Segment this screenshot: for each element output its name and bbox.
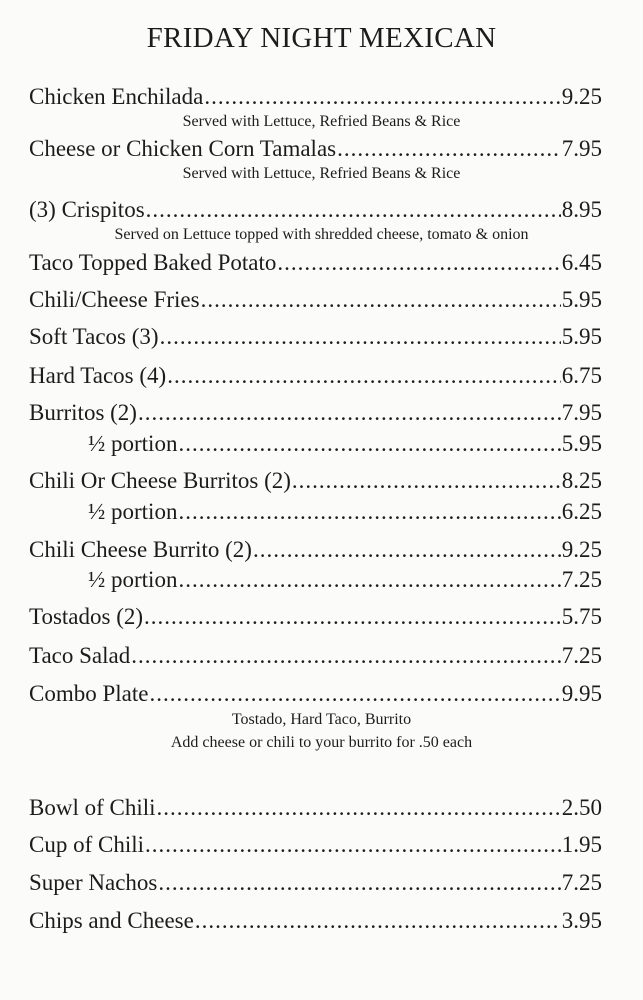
item-name: Super Nachos <box>29 870 158 895</box>
item-name: Tostados (2) <box>29 604 144 629</box>
item-price: 3.95 <box>561 908 602 933</box>
menu-item-crispitos <box>29 196 602 224</box>
item-price: 7.95 <box>561 136 602 161</box>
dot-leader <box>145 831 561 859</box>
dot-leader <box>149 680 560 708</box>
item-price: 9.95 <box>561 681 602 706</box>
item-name: ½ portion <box>88 431 178 456</box>
dot-leader <box>201 286 561 314</box>
item-price: 7.25 <box>561 567 602 592</box>
menu-item-hard-tacos <box>29 362 602 390</box>
item-name: Taco Topped Baked Potato <box>29 250 277 275</box>
dot-leader <box>337 135 561 163</box>
menu-item-chicken-enchilada <box>29 83 602 111</box>
menu-item-corn-tamalas <box>29 135 602 163</box>
menu-item-cup-of-chili <box>29 831 602 859</box>
item-price: 8.25 <box>561 468 602 493</box>
item-price: 8.95 <box>561 197 602 222</box>
dot-leader <box>138 399 561 427</box>
dot-leader <box>195 907 561 935</box>
menu-item-burritos <box>29 399 602 427</box>
dot-leader <box>146 196 561 224</box>
item-price: 7.95 <box>561 400 602 425</box>
item-price: 6.25 <box>561 499 602 524</box>
dot-leader <box>178 498 560 526</box>
menu-item-tostados <box>29 603 602 631</box>
menu-title: FRIDAY NIGHT MEXICAN <box>146 22 497 54</box>
item-name: Cup of Chili <box>29 832 145 857</box>
dot-leader <box>204 83 560 111</box>
dot-leader <box>277 249 560 277</box>
menu-item-chili-cheese-fries <box>29 286 602 314</box>
item-note: Served on Lettuce topped with shredded cheese, tomato & onion <box>114 226 529 243</box>
menu-item-chili-or-cheese-half-portion <box>88 498 602 526</box>
item-name: ½ portion <box>88 499 178 524</box>
item-price: 6.75 <box>561 363 602 388</box>
item-price: 7.25 <box>561 870 602 895</box>
item-name: Chili Or Cheese Burritos (2) <box>29 468 291 493</box>
item-note: Tostado, Hard Taco, Burrito <box>231 711 412 728</box>
item-name: Chicken Enchilada <box>29 84 204 109</box>
dot-leader <box>158 869 560 897</box>
item-name: Combo Plate <box>29 681 149 706</box>
menu-item-bowl-of-chili <box>29 794 602 822</box>
dot-leader <box>178 566 560 594</box>
menu-item-burritos-half-portion <box>88 430 602 458</box>
item-name: Soft Tacos (3) <box>29 324 159 349</box>
item-price: 2.50 <box>561 795 602 820</box>
dot-leader <box>144 603 561 631</box>
item-price: 9.25 <box>561 537 602 562</box>
menu-item-chili-cheese-burrito-half-portion <box>88 566 602 594</box>
item-name: Cheese or Chicken Corn Tamalas <box>29 136 337 161</box>
dot-leader <box>178 430 560 458</box>
menu-item-soft-tacos <box>29 323 602 351</box>
item-price: 1.95 <box>561 832 602 857</box>
dot-leader <box>131 642 561 670</box>
item-price: 5.95 <box>561 324 602 349</box>
item-name: Chips and Cheese <box>29 908 194 933</box>
item-name: Taco Salad <box>29 643 131 668</box>
item-price: 7.25 <box>561 643 602 668</box>
item-name: ½ portion <box>88 567 178 592</box>
item-price: 5.95 <box>561 431 602 456</box>
dot-leader <box>167 362 561 390</box>
item-note: Served with Lettuce, Refried Beans & Rice <box>182 165 461 182</box>
item-name: Burritos (2) <box>29 400 137 425</box>
item-price: 5.75 <box>561 604 602 629</box>
dot-leader <box>160 323 561 351</box>
item-name: Hard Tacos (4) <box>29 363 167 388</box>
menu-item-taco-salad <box>29 642 602 670</box>
item-name: Chili/Cheese Fries <box>29 287 200 312</box>
menu-item-chips-and-cheese <box>29 907 602 935</box>
menu-item-chili-cheese-burrito <box>29 536 602 564</box>
dot-leader <box>157 794 561 822</box>
item-name: Chili Cheese Burrito (2) <box>29 537 252 562</box>
item-name: Bowl of Chili <box>29 795 156 820</box>
dot-leader <box>253 536 561 564</box>
menu-item-taco-topped-baked-potato <box>29 249 602 277</box>
menu-item-combo-plate <box>29 680 602 708</box>
menu-item-super-nachos <box>29 869 602 897</box>
item-name: (3) Crispitos <box>29 197 145 222</box>
item-price: 6.45 <box>561 250 602 275</box>
item-note-addon: Add cheese or chili to your burrito for .50 each <box>170 734 473 751</box>
menu-item-chili-or-cheese-burritos <box>29 467 602 495</box>
item-price: 9.25 <box>561 84 602 109</box>
item-price: 5.95 <box>561 287 602 312</box>
item-note: Served with Lettuce, Refried Beans & Rice <box>182 113 461 130</box>
dot-leader <box>292 467 561 495</box>
